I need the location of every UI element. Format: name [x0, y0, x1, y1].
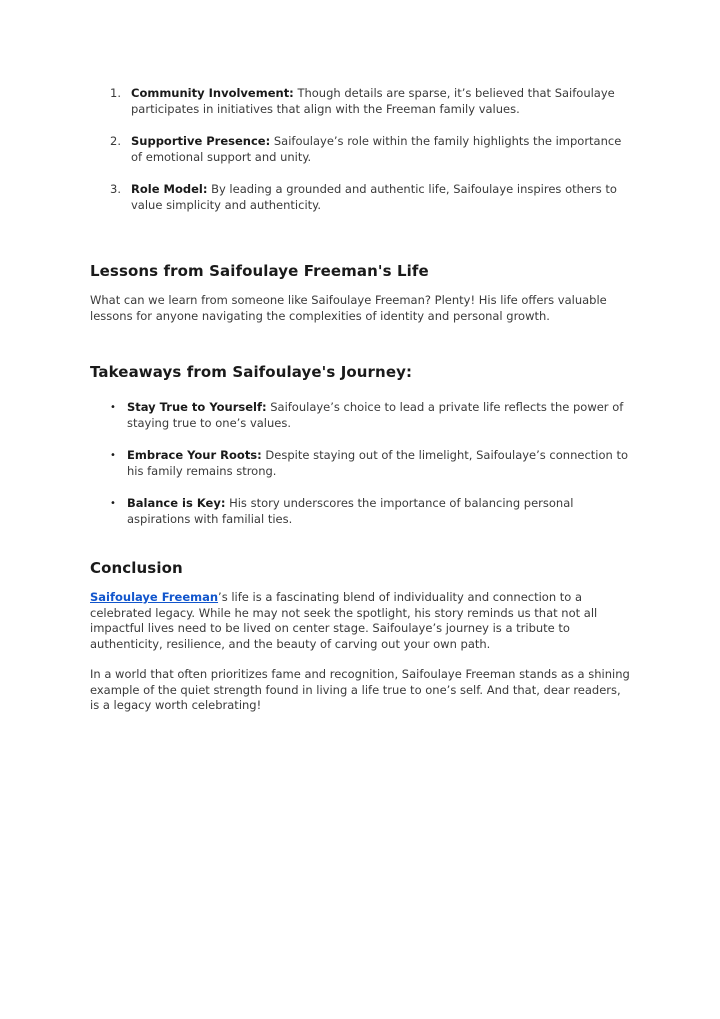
- numbered-list-item: [110, 134, 632, 165]
- bullet-list-item: [110, 400, 632, 431]
- list-item-lead: Embrace Your Roots:: [127, 448, 262, 462]
- list-item-lead: Role Model:: [131, 182, 208, 196]
- list-item-text: [127, 400, 632, 431]
- bullet-icon: •: [110, 498, 116, 509]
- conclusion-paragraph-1-text: ’s life is a fascinating blend of individuality and connection to a celebrated legacy. While he may not seek the spotlight, his story reminds us that not all impactful lives need to be lived on center stage. Saifoulaye’s journey is a tribute to authenticity, resilience, and the beauty of carving out your own path.: [90, 590, 598, 651]
- list-item-body: By leading a grounded and authentic life, Saifoulaye inspires others to value simplicity and authenticity.: [131, 182, 617, 212]
- list-item-lead: Community Involvement:: [131, 86, 294, 100]
- lessons-paragraph: What can we learn from someone like Saifoulaye Freeman? Plenty! His life offers valuable lessons for anyone navigating the complexities of identity and personal growth.: [90, 293, 607, 323]
- bullet-list-item: [110, 496, 632, 527]
- list-item-body: Though details are sparse, it’s believed that Saifoulaye participates in initiatives that align with the Freeman family values.: [131, 86, 615, 116]
- spacer: [90, 230, 632, 263]
- list-item-lead: Supportive Presence:: [131, 134, 271, 148]
- conclusion-heading: Conclusion: [90, 559, 183, 577]
- list-item-text: [131, 182, 632, 213]
- list-item-text: [127, 448, 632, 479]
- list-item-body: His story underscores the importance of balancing personal aspirations with familial ties.: [127, 496, 574, 526]
- list-number: 1.: [110, 86, 121, 100]
- list-item-body: Despite staying out of the limelight, Saifoulaye’s connection to his family remains strong.: [127, 448, 628, 478]
- lessons-heading: Lessons from Saifoulaye Freeman's Life: [90, 262, 429, 280]
- conclusion-paragraph-1: [90, 590, 632, 652]
- list-item-body: Saifoulaye’s role within the family highlights the importance of emotional support and unity.: [131, 134, 622, 164]
- list-number: 3.: [110, 182, 121, 196]
- list-item-text: [131, 134, 632, 165]
- conclusion-paragraph-2: In a world that often prioritizes fame and recognition, Saifoulaye Freeman stands as a shining example of the quiet strength found in living a life true to one’s self. And that, dear readers, is a legacy worth celebrating!: [90, 667, 630, 712]
- numbered-list-item: [110, 182, 632, 213]
- spacer: [90, 339, 632, 364]
- bullet-icon: •: [110, 450, 116, 461]
- list-item-text: [131, 86, 632, 117]
- spacer: [90, 544, 632, 560]
- list-item-text: [127, 496, 632, 527]
- numbered-list-item: [110, 86, 632, 117]
- numbered-list: [110, 86, 632, 213]
- list-item-lead: Stay True to Yourself:: [127, 400, 267, 414]
- spacer: [90, 577, 632, 590]
- spacer: [90, 280, 632, 293]
- bullet-icon: •: [110, 402, 116, 413]
- spacer: [90, 381, 632, 400]
- list-item-body: Saifoulaye’s choice to lead a private life reflects the power of staying true to one’s values.: [127, 400, 624, 430]
- list-number: 2.: [110, 134, 121, 148]
- bullet-list-item: [110, 448, 632, 479]
- saifoulaye-freeman-link[interactable]: Saifoulaye Freeman: [90, 590, 219, 604]
- bullet-list: [110, 400, 632, 527]
- list-item-lead: Balance is Key:: [127, 496, 226, 510]
- takeaways-heading: Takeaways from Saifoulaye's Journey:: [90, 363, 413, 381]
